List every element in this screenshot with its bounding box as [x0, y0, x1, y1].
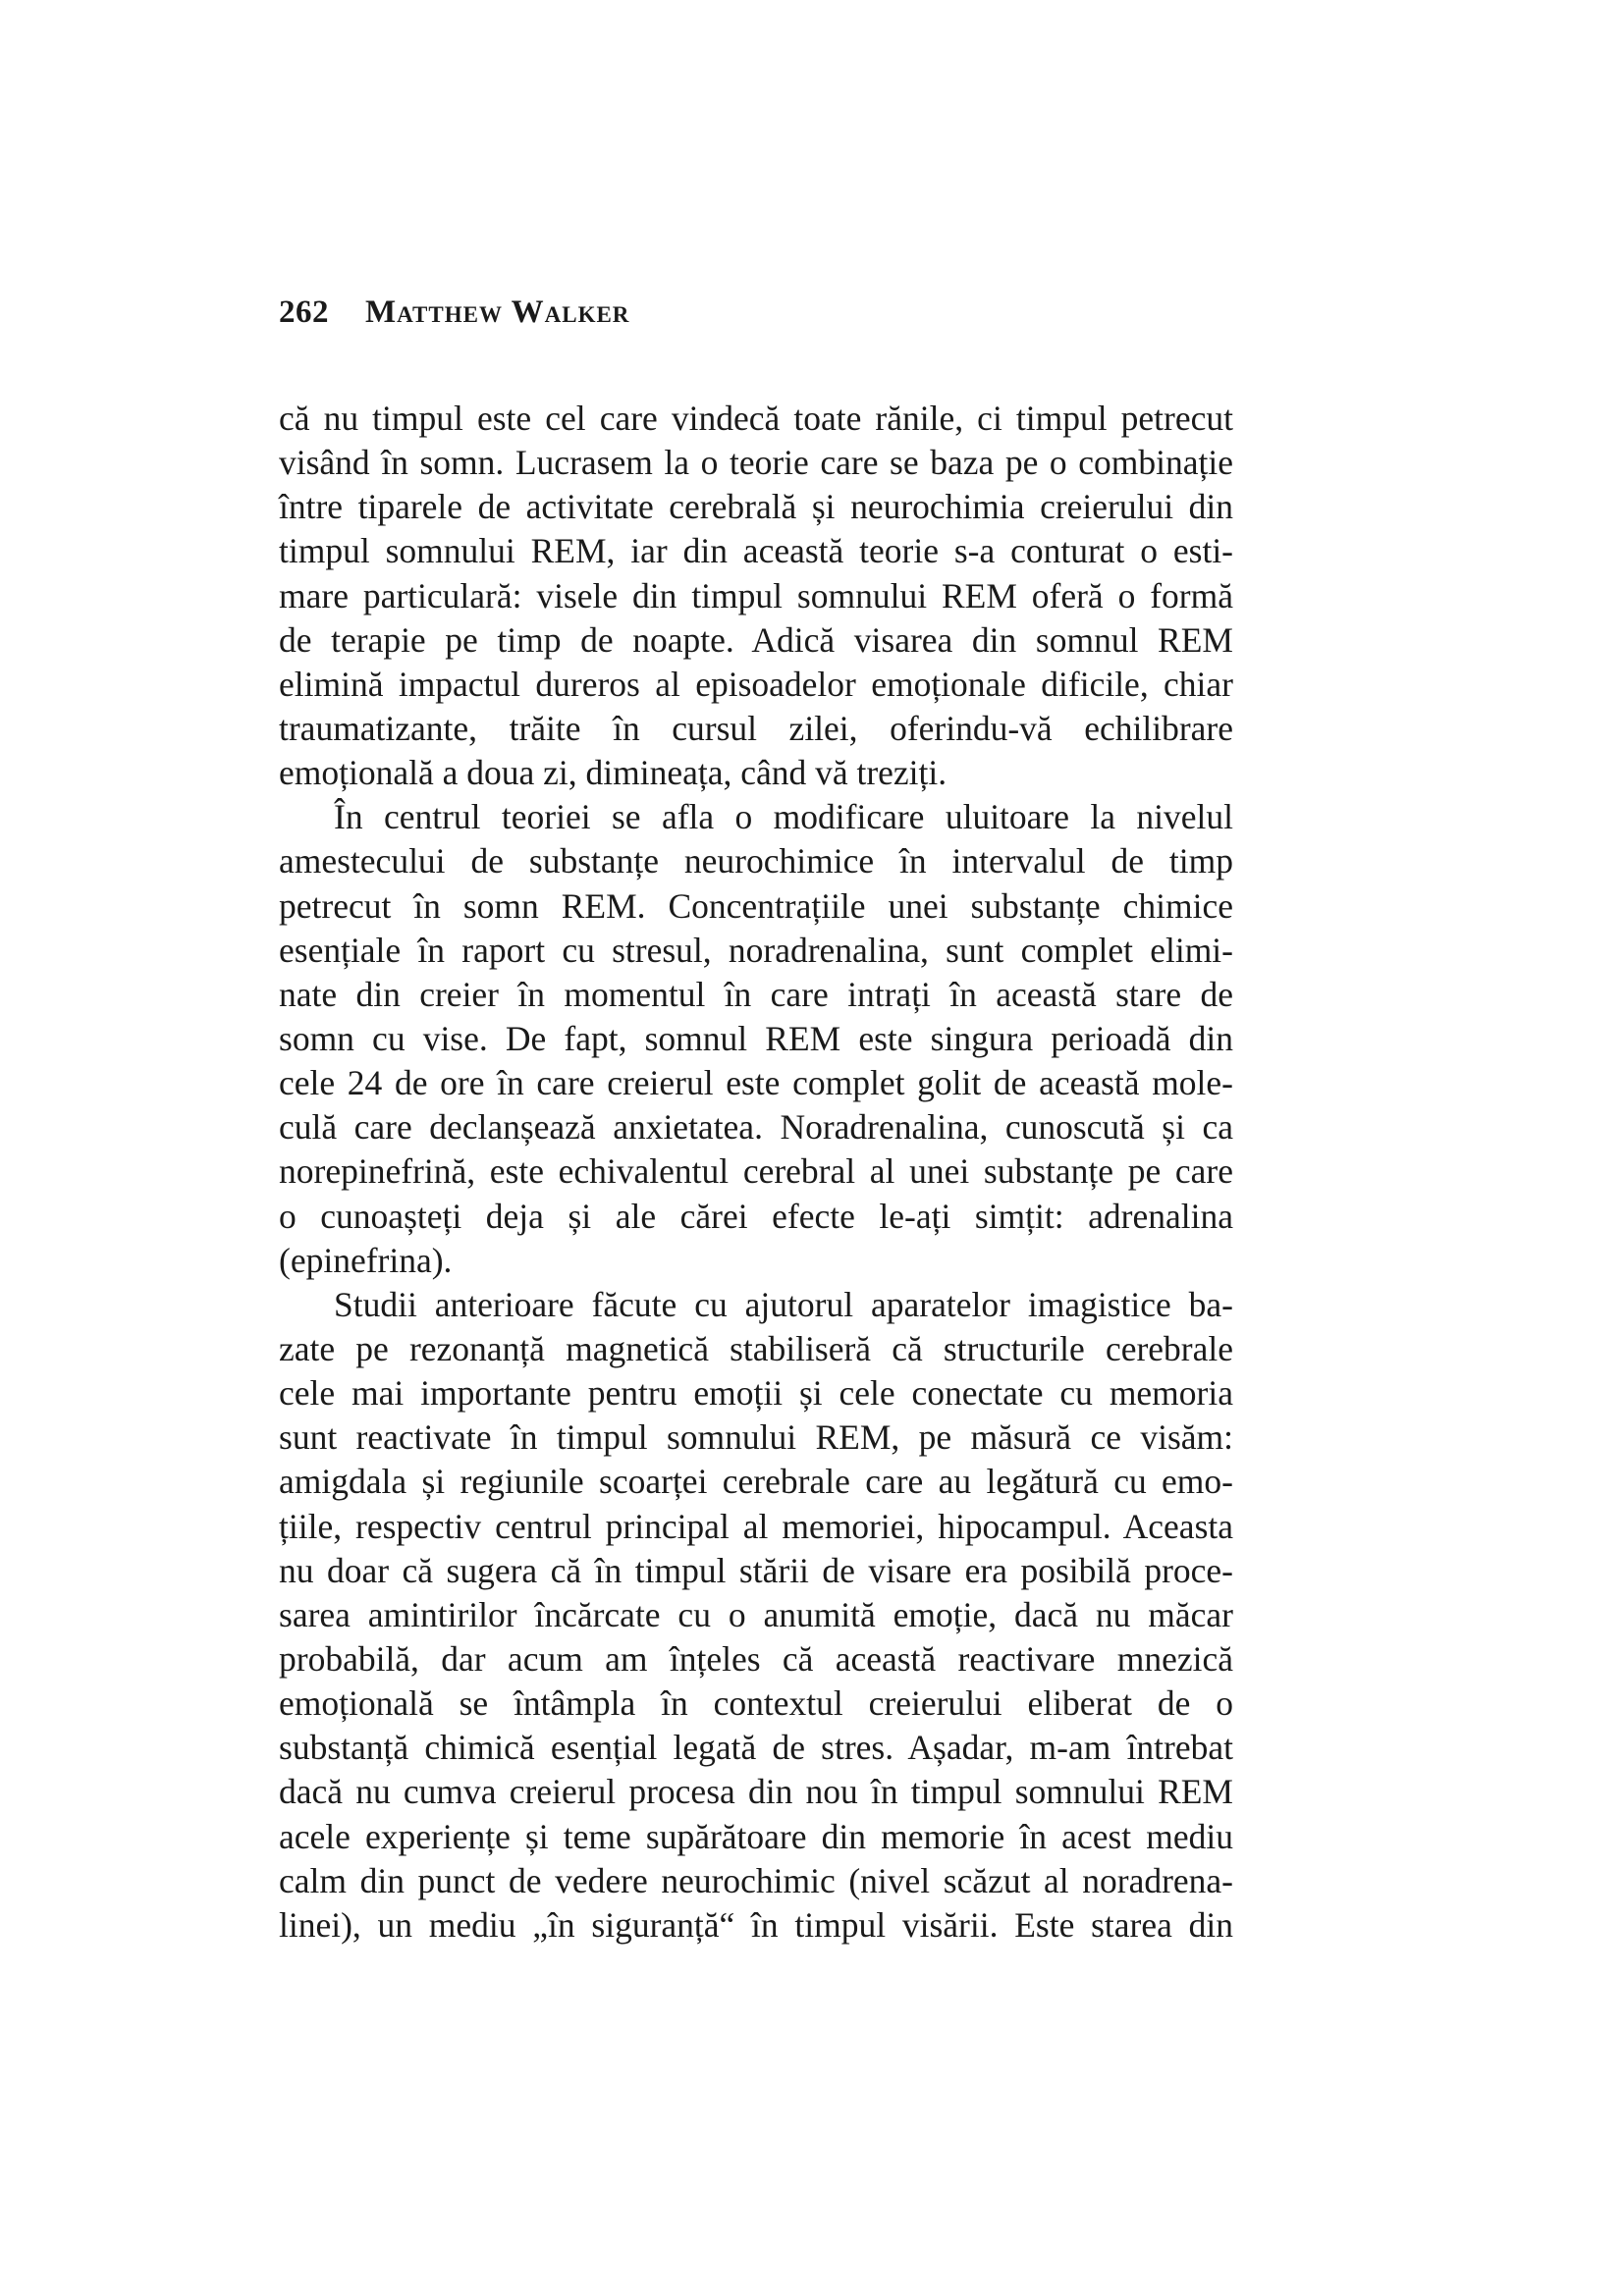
- text-line: zate pe rezonanță magnetică stabiliseră că structurile cerebrale: [279, 1328, 1233, 1368]
- text-line: culă care declanșează anxietatea. Noradrenalina, cunoscută și ca: [279, 1107, 1233, 1148]
- text-line: esențiale în raport cu stresul, noradrenalina, sunt complet elimi-: [279, 930, 1233, 970]
- text-line: somn cu vise. De fapt, somnul REM este singura perioadă din: [279, 1018, 1233, 1058]
- text-line: petrecut în somn REM. Concentrațiile unei substanțe chimice: [279, 885, 1233, 926]
- text-line: Studii anterioare făcute cu ajutorul aparatelor imagistice ba-: [334, 1284, 1233, 1324]
- text-line: timpul somnului REM, iar din această teorie s-a conturat o esti-: [279, 531, 1233, 571]
- running-header: [279, 294, 1233, 344]
- text-line: cele 24 de ore în care creierul este complet golit de această mole-: [279, 1063, 1233, 1103]
- running-head-author: Matthew Walker: [365, 294, 630, 330]
- text-line: de terapie pe timp de noapte. Adică visarea din somnul REM: [279, 619, 1233, 660]
- text-line: sarea amintirilor încărcate cu o anumită emoție, dacă nu măcar: [279, 1594, 1233, 1634]
- text-line: emoțională a doua zi, dimineața, când vă treziți.: [279, 753, 947, 793]
- page-number: 262: [279, 294, 329, 330]
- text-line: (epinefrina).: [279, 1240, 453, 1280]
- text-line: În centrul teoriei se afla o modificare uluitoare la nivelul: [334, 797, 1233, 837]
- text-line: cele mai importante pentru emoții și cele conectate cu memoria: [279, 1373, 1233, 1414]
- text-line: între tiparele de activitate cerebrală și neurochimia creierului din: [279, 487, 1233, 527]
- text-line: probabilă, dar acum am înțeles că această reactivare mnezică: [279, 1638, 1233, 1679]
- text-line: sunt reactivate în timpul somnului REM, pe măsură ce visăm:: [279, 1417, 1233, 1458]
- text-line: amigdala și regiunile scoarței cerebrale care au legătură cu emo-: [279, 1462, 1233, 1502]
- paragraph: [279, 1283, 1233, 1948]
- text-line: țiile, respectiv centrul principal al memoriei, hipocampul. Aceasta: [279, 1506, 1233, 1546]
- text-line: emoțională se întâmpla în contextul creierului eliberat de o: [279, 1683, 1233, 1724]
- text-line: o cunoașteți deja și ale cărei efecte le-ați simțit: adrenalina: [279, 1196, 1233, 1236]
- text-line: acele experiențe și teme supărătoare din memorie în acest mediu: [279, 1816, 1233, 1856]
- text-line: dacă nu cumva creierul procesa din nou în timpul somnului REM: [279, 1772, 1233, 1812]
- text-line: elimină impactul dureros al episoadelor emoționale dificile, chiar: [279, 664, 1233, 704]
- text-line: visând în somn. Lucrasem la o teorie care se baza pe o combinație: [279, 443, 1233, 483]
- text-line: nu doar că sugera că în timpul stării de visare era posibilă proce-: [279, 1550, 1233, 1590]
- book-page: [279, 294, 1233, 1948]
- text-line: norepinefrină, este echivalentul cerebral al unei substanțe pe care: [279, 1151, 1233, 1192]
- text-line: linei), un mediu „în siguranță“ în timpul visării. Este starea din: [279, 1904, 1233, 1945]
- text-line: mare particulară: visele din timpul somnului REM oferă o formă: [279, 575, 1233, 615]
- text-line: calm din punct de vedere neurochimic (nivel scăzut al noradrena-: [279, 1860, 1233, 1900]
- text-line: amestecului de substanțe neurochimice în intervalul de timp: [279, 841, 1233, 881]
- paragraph: [279, 397, 1233, 795]
- body-text: [279, 397, 1233, 1948]
- paragraph: [279, 795, 1233, 1283]
- text-line: substanță chimică esențial legată de stres. Așadar, m-am întrebat: [279, 1728, 1233, 1768]
- text-line: traumatizante, trăite în cursul zilei, oferindu-vă echilibrare: [279, 708, 1233, 748]
- text-line: că nu timpul este cel care vindecă toate rănile, ci timpul petrecut: [279, 399, 1233, 438]
- text-line: nate din creier în momentul în care intrați în această stare de: [279, 974, 1233, 1014]
